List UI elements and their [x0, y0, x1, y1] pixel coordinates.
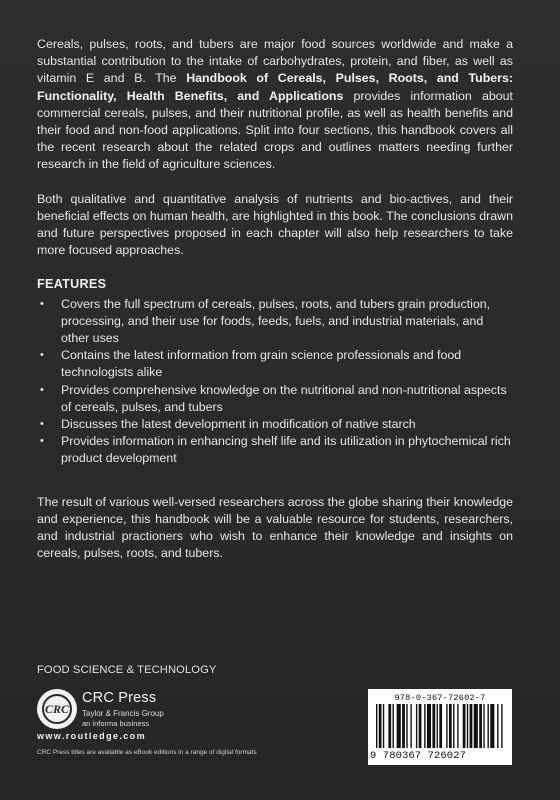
book-title: Handbook of Cereals, Pulses, Roots, and Tubers: Functionality, Health Benefits, and Applications	[37, 71, 514, 103]
closing-paragraph: The result of various well-versed researchers across the globe sharing their knowledge and experience, this handbook will be a valuable resource for students, researchers, and industrial practioners who wish to enhance their knowledge and insights on cereals, pulses, roots, and tubers.	[37, 494, 513, 561]
feature-text: Covers the full spectrum of cereals, pulses, roots, and tubers grain production, processing, and their use for foods, feeds, fuels, and industrial materials, and other uses	[61, 296, 491, 346]
intro-p1-before: Cereals, pulses, roots, and tubers are major food sources worldwide and make a substantial contribution to the intake of carbohydrates, protein, and fiber, as well as vitamin E and B. The	[37, 37, 513, 86]
feature-item	[37, 433, 513, 467]
feature-item	[37, 296, 513, 348]
feature-item	[37, 416, 513, 433]
barcode-icon	[376, 704, 504, 748]
intro-p1-after: provides information about commercial cereals, pulses, and their nutritional profile, as well as health benefits and their food and non-food applications. Split into four sections, this handbook covers all the recent research about the related crops and outlines matters needing further research in the field of agriculture sciences.	[37, 88, 513, 172]
isbn-digits: 9 780367 726027	[370, 750, 467, 762]
ebook-note: CRC Press titles are available as eBook editions in a range of digital formats	[37, 749, 257, 756]
feature-item	[37, 347, 513, 381]
feature-text: Discusses the latest development in modification of native starch	[61, 417, 416, 432]
feature-text: Contains the latest information from grain science professionals and food technologists alike	[61, 348, 462, 380]
series-label: FOOD SCIENCE & TECHNOLOGY	[37, 664, 217, 676]
publisher-name: CRC Press	[82, 690, 157, 706]
feature-text: Provides information in enhancing shelf life and its utilization in phytochemical rich product development	[61, 434, 511, 466]
publisher-informa: an informa business	[82, 719, 150, 728]
bullet-icon: •	[40, 418, 44, 431]
publisher-group: Taylor & Francis Group	[82, 709, 164, 718]
features-list	[37, 296, 513, 468]
crc-logo-icon	[37, 689, 77, 729]
feature-item	[37, 382, 513, 416]
intro-paragraph-2: Both qualitative and quantitative analysis of nutrients and bio-actives, and their beneficial effects on human health, are highlighted in this book. The conclusions drawn and future perspectives proposed in each chapter will also help researchers to take more focused approaches.	[37, 191, 513, 258]
publisher-url[interactable]: www.routledge.com	[37, 731, 146, 741]
bullet-icon: •	[40, 435, 44, 448]
isbn-label: 978-0-367-72602-7	[394, 693, 486, 703]
crc-badge-text: CRC	[42, 694, 72, 724]
isbn-barcode	[368, 689, 512, 765]
blurb	[37, 36, 513, 579]
features-heading: FEATURES	[37, 277, 107, 292]
publisher-logo	[37, 687, 317, 747]
bullet-icon: •	[40, 349, 44, 362]
bullet-icon: •	[40, 383, 44, 396]
bullet-icon: •	[40, 297, 44, 310]
intro-paragraph-1	[37, 36, 513, 174]
feature-text: Provides comprehensive knowledge on the nutritional and non-nutritional aspects of cereals, pulses, and tubers	[61, 382, 507, 414]
